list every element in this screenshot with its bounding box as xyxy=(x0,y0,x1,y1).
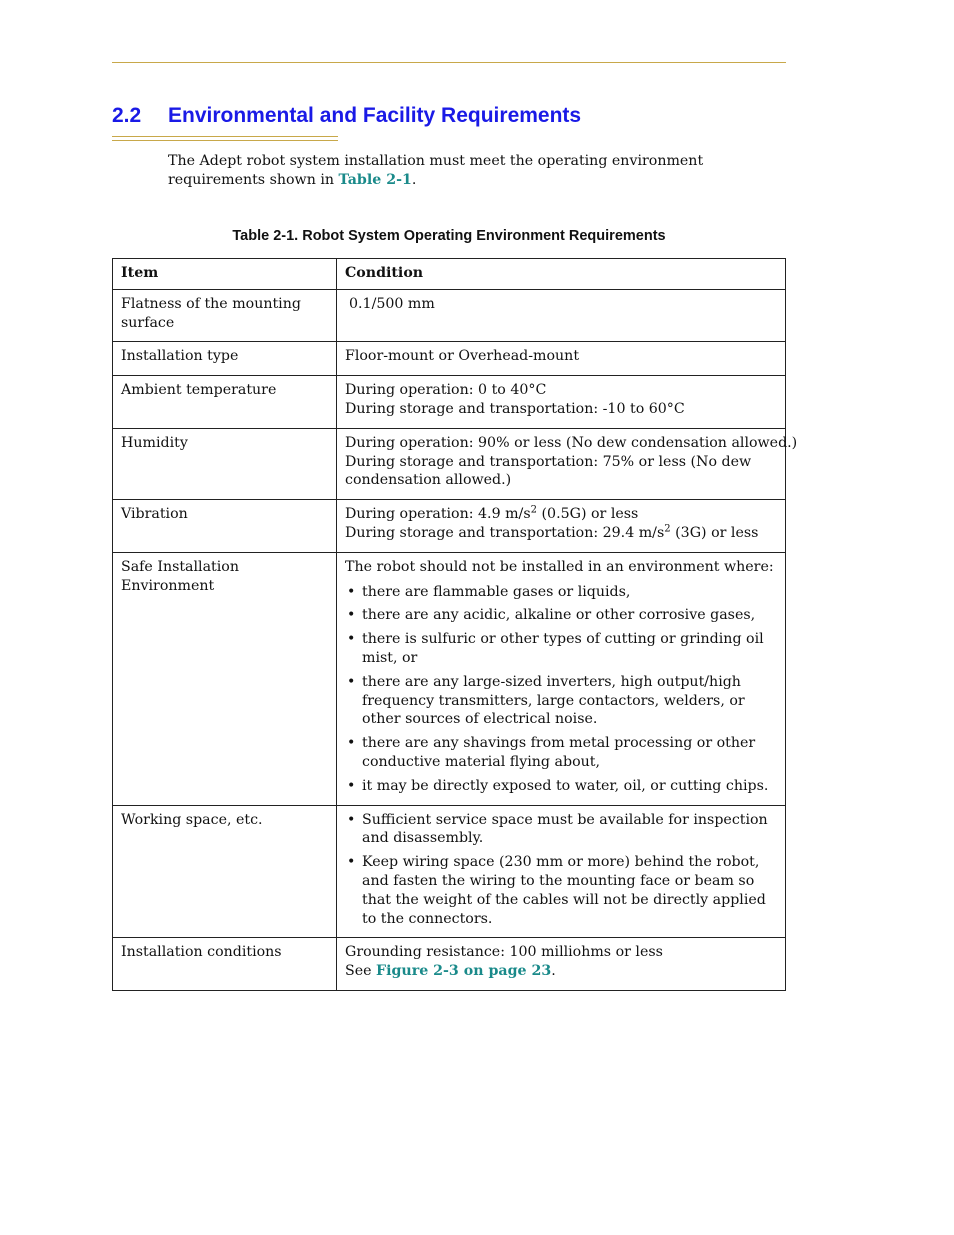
row-condition xyxy=(337,500,786,553)
bullet-list xyxy=(345,583,777,796)
list-item-text: there are any acidic, alkaline or other corrosive gases, xyxy=(362,607,756,624)
table-caption: Table 2-1. Robot System Operating Environment Requirements xyxy=(232,228,666,244)
row-condition xyxy=(337,289,786,342)
row-item: Safe Installation Environment xyxy=(113,552,337,805)
list-item xyxy=(345,673,777,729)
condition-line: During operation: 90% or less (No dew condensation allowed.) xyxy=(345,434,798,451)
superscript: 2 xyxy=(530,504,537,516)
list-item xyxy=(345,583,777,602)
list-item xyxy=(345,853,777,928)
table-row xyxy=(113,938,786,991)
condition-line xyxy=(345,524,777,543)
superscript: 2 xyxy=(664,523,671,535)
table-row xyxy=(113,428,786,499)
table-row xyxy=(113,289,786,342)
table-2-1-link[interactable]: Table 2-1 xyxy=(338,171,412,188)
bullet-icon: • xyxy=(347,735,356,752)
bullet-icon: • xyxy=(347,583,356,600)
list-item xyxy=(345,777,777,796)
condition-line: During storage and transportation: -10 to 60°C xyxy=(345,400,685,417)
section-number: 2.2 xyxy=(112,104,142,127)
table-row xyxy=(113,805,786,938)
row-condition xyxy=(337,376,786,429)
bullet-icon: • xyxy=(347,631,356,648)
row-item: Installation type xyxy=(113,342,337,376)
list-item-text: there are any large-sized inverters, high output/high frequency transmitters, large contactors, welders, or other sources of electrical noise. xyxy=(362,673,745,728)
condition-line: Grounding resistance: 100 milliohms or less xyxy=(345,944,663,961)
header-item: Item xyxy=(113,259,337,290)
intro-text: The Adept robot system installation must meet the operating environment requirements shown in xyxy=(168,153,704,188)
section-heading xyxy=(112,104,581,128)
header-condition: Condition xyxy=(337,259,786,290)
condition-text: . xyxy=(551,963,556,980)
table-row xyxy=(113,342,786,376)
row-condition: Floor-mount or Overhead-mount xyxy=(337,342,786,376)
table-row xyxy=(113,552,786,805)
list-item-text: Sufficient service space must be available for inspection and disassembly. xyxy=(362,811,768,847)
list-item-text: there is sulfuric or other types of cutting or grinding oil mist, or xyxy=(362,631,764,666)
row-item: Installation conditions xyxy=(113,938,337,991)
condition-line: During storage and transportation: 75% or less (No dew condensation allowed.) xyxy=(345,453,752,489)
bullet-icon: • xyxy=(347,811,356,828)
row-condition xyxy=(337,428,798,499)
row-condition xyxy=(337,552,786,805)
intro-text-end: . xyxy=(411,171,417,188)
list-item xyxy=(345,811,777,849)
bullet-icon: • xyxy=(347,673,356,690)
row-item: Humidity xyxy=(113,428,337,499)
row-condition xyxy=(337,938,786,991)
bullet-icon: • xyxy=(347,854,356,871)
condition-line xyxy=(345,505,777,524)
header-rule xyxy=(112,62,786,63)
condition-text: During operation: 4.9 m/s xyxy=(345,506,531,523)
table-header-row xyxy=(113,259,786,290)
list-item-text: Keep wiring space (230 mm or more) behind the robot, and fasten the wiring to the mounting face or beam so that the weight of the cables will not be directly applied to the connectors. xyxy=(362,854,766,927)
condition-text: During storage and transportation: 29.4 m/s xyxy=(345,524,665,541)
figure-2-3-link[interactable]: Figure 2-3 on page 23 xyxy=(376,963,552,980)
list-item-text: it may be directly exposed to water, oil, or cutting chips. xyxy=(362,777,769,794)
list-item xyxy=(345,606,777,625)
intro-paragraph xyxy=(168,152,786,189)
row-item: Ambient temperature xyxy=(113,376,337,429)
condition-line xyxy=(345,962,777,981)
bullet-icon: • xyxy=(347,777,356,794)
list-item-text: there are any shavings from metal processing or other conductive material flying about, xyxy=(362,735,756,770)
list-item xyxy=(345,734,777,772)
bullet-icon: • xyxy=(347,607,356,624)
condition-text: (0.5G) or less xyxy=(537,506,639,523)
condition-intro: The robot should not be installed in an environment where: xyxy=(345,558,774,575)
heading-underline xyxy=(112,136,338,141)
condition-text: 0.1/500 mm xyxy=(349,295,435,312)
list-item-text: there are flammable gases or liquids, xyxy=(362,583,631,600)
row-item: Vibration xyxy=(113,500,337,553)
list-item xyxy=(345,630,777,668)
condition-text: See xyxy=(345,963,377,980)
row-item: Flatness of the mounting surface xyxy=(113,289,337,342)
bullet-list xyxy=(345,811,777,929)
condition-line: During operation: 0 to 40°C xyxy=(345,382,547,399)
condition-text: (3G) or less xyxy=(670,524,759,541)
table-row xyxy=(113,500,786,553)
table-row xyxy=(113,376,786,429)
row-item: Working space, etc. xyxy=(113,805,337,938)
section-title: Environmental and Facility Requirements xyxy=(168,104,582,127)
row-condition xyxy=(337,805,786,938)
requirements-table xyxy=(112,258,798,991)
